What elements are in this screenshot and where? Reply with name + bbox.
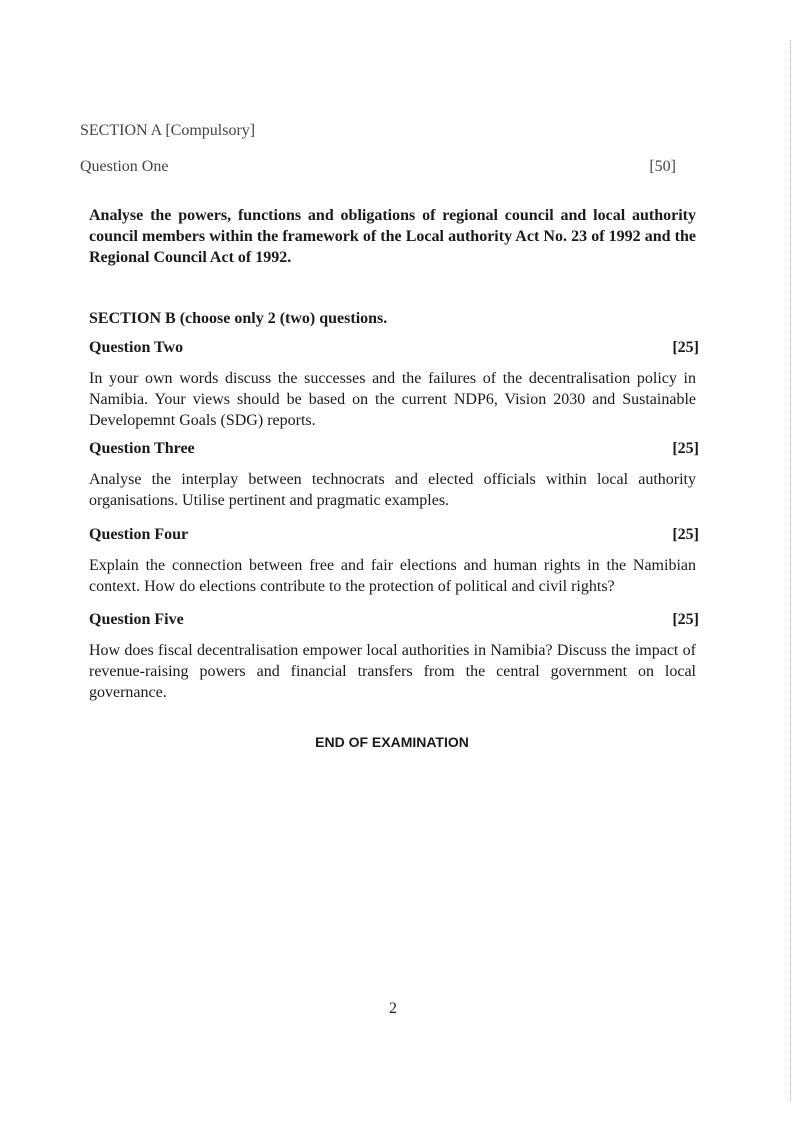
question-four-heading bbox=[89, 524, 699, 545]
page-number: 2 bbox=[389, 1000, 397, 1017]
question-five-heading bbox=[89, 609, 699, 630]
question-label: Question Three bbox=[89, 440, 195, 457]
question-three-text: Analyse the interplay between technocrats and elected officials within local authority organisations. Utilise pertinent and pragmatic examples. bbox=[89, 471, 696, 509]
question-marks: [50] bbox=[649, 158, 676, 175]
question-one-text: Analyse the powers, functions and obligations of regional council and local authority council members within the framework of the Local authority Act No. 23 of 1992 and the Regional Council Act of 1992. bbox=[89, 207, 696, 266]
question-label: Question Five bbox=[89, 611, 184, 628]
question-label: Question One bbox=[80, 158, 169, 175]
question-two-text: In your own words discuss the successes and the failures of the decentralisation policy in Namibia. Your views should be based on the current NDP6, Vision 2030 and Sustainable Developemnt Goals (SDG) reports. bbox=[89, 370, 696, 429]
question-five-text: How does fiscal decentralisation empower local authorities in Namibia? Discuss the impact of revenue-raising powers and financial transfers from the central government on local governance. bbox=[89, 642, 696, 701]
question-label: Question Four bbox=[89, 526, 189, 543]
section-b-title: SECTION B (choose only 2 (two) questions. bbox=[89, 310, 388, 327]
question-three-heading bbox=[89, 438, 699, 459]
question-marks: [25] bbox=[672, 526, 699, 543]
question-one-heading bbox=[80, 156, 676, 177]
section-a-title: SECTION A [Compulsory] bbox=[80, 122, 256, 139]
end-of-examination: END OF EXAMINATION bbox=[315, 734, 469, 750]
question-marks: [25] bbox=[672, 339, 699, 356]
question-marks: [25] bbox=[672, 440, 699, 457]
scan-edge bbox=[790, 40, 792, 1100]
question-label: Question Two bbox=[89, 339, 184, 356]
question-two-heading bbox=[89, 337, 699, 358]
question-marks: [25] bbox=[672, 611, 699, 628]
question-four-text: Explain the connection between free and fair elections and human rights in the Namibian context. How do elections contribute to the protection of political and civil rights? bbox=[89, 557, 696, 595]
